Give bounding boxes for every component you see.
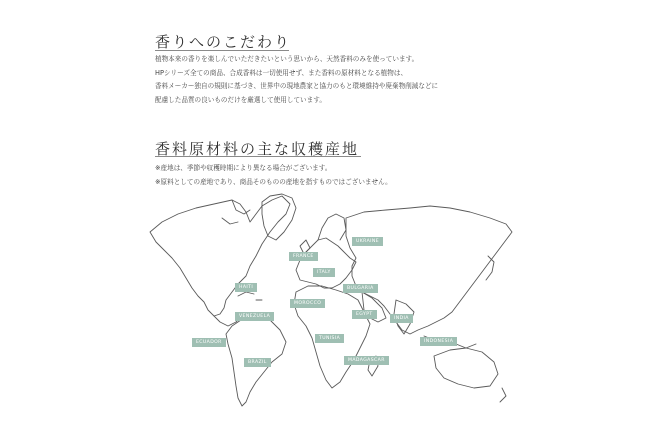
description-line: 植物本来の香りを楽しんでいただきたいという思いから、天然香料のみを使っています。 (155, 55, 419, 63)
map-label-madagascar: MADAGASCAR (344, 356, 389, 365)
map-caribbean (238, 292, 262, 300)
section-title-origins: 香料原材料の主な収穫産地 (155, 140, 360, 158)
map-new-zealand (500, 388, 506, 402)
map-australia (434, 348, 498, 388)
map-label-ukraine: UKRAINE (352, 237, 383, 246)
note-line: ※原料としての産地であり、商品そのものの産地を指すものではございません。 (155, 177, 392, 186)
map-scandinavia (318, 214, 346, 240)
note-line: ※産地は、季節や収穫時期により異なる場合がございます。 (155, 164, 332, 172)
map-greenland (262, 194, 296, 240)
map-label-brazil: BRAZIL (244, 358, 271, 367)
map-label-india: INDIA (390, 314, 413, 323)
section-title-aroma: 香りへのこだわり (155, 33, 292, 51)
map-label-france: FRANCE (289, 252, 318, 261)
map-japan (486, 256, 494, 280)
map-north-america (150, 196, 290, 316)
map-europe (296, 238, 356, 288)
map-label-italy: ITALY (313, 268, 335, 277)
description-line: 配慮した品質の良いものだけを厳選して使用しています。 (155, 95, 326, 104)
map-label-ecuador: ECUADOR (192, 338, 226, 347)
map-label-egypt: EGYPT (352, 310, 377, 319)
description-line: 香料メーカー独自の規則に基づき、世界中の現地農家と協力のもと環境維持や廃棄物削減などに (155, 82, 439, 90)
map-label-tunisia: TUNISIA (315, 334, 344, 343)
map-label-indonesia: INDONESIA (420, 337, 457, 346)
map-label-morocco: MOROCCO (290, 299, 325, 308)
description-line: HPシリーズ全ての商品、合成香料は一切使用せず、また香料の原材料となる植物は、 (155, 68, 408, 77)
map-label-venezuela: VENEZUELA (235, 312, 274, 321)
map-label-haiti: HAITI (235, 283, 257, 292)
map-label-bulgaria: BULGARIA (343, 284, 378, 293)
